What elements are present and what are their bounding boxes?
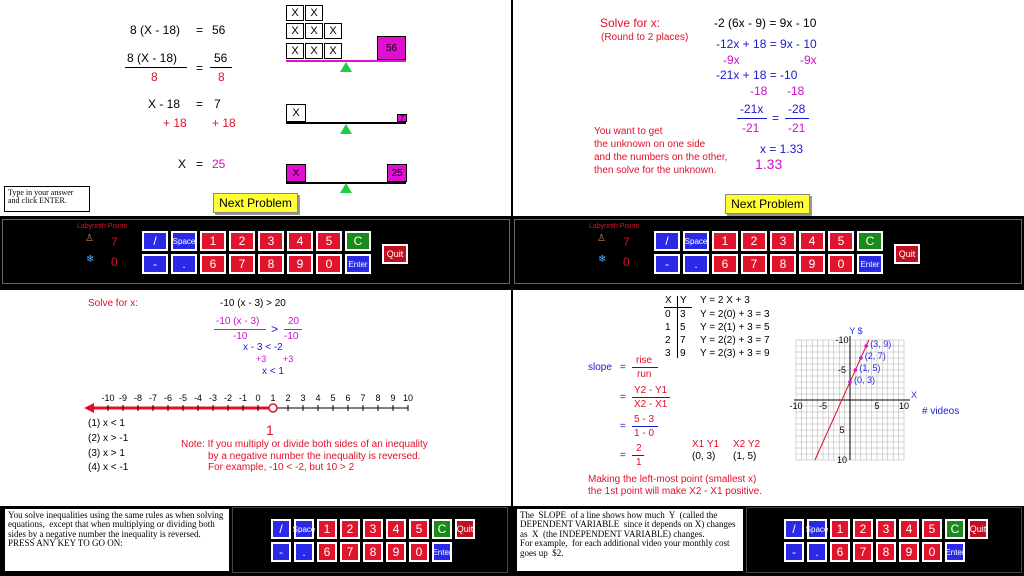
point-label: (0, 3) [854, 375, 876, 385]
key-c[interactable]: C [945, 519, 965, 539]
point1-head: X1 Y1 [692, 439, 720, 450]
open-circle [269, 404, 277, 412]
y-tick-label: 5 [839, 425, 845, 435]
snowflake-icon: ❄ [86, 254, 95, 265]
key-0[interactable]: 0 [409, 542, 429, 562]
tick-label: 3 [300, 393, 306, 403]
key-dot[interactable]: . [171, 254, 197, 274]
table-cell: 3 [680, 309, 686, 320]
key-9[interactable]: 9 [287, 254, 313, 274]
y-tick-label: -10 [835, 335, 849, 345]
robot-icon: ♙ [85, 233, 94, 244]
table-cell: 1 [665, 322, 671, 333]
point-label: (1, 5) [859, 363, 881, 373]
score-2: 0 [623, 255, 630, 269]
key-enter[interactable]: Enter [345, 254, 371, 274]
choice-3[interactable]: (3) x > 1 [88, 448, 125, 459]
table-head-eq: Y = 2 X + 3 [700, 295, 750, 306]
x-block: X [286, 5, 304, 21]
slope-msg: The SLOPE of a line shows how much Y (called the DEPENDENT VARIABLE since it depends on X) changes as X (the INDEPENDENT VARIABLE) changes. For example, for each additional video your monthly cost goes up $2. [516, 508, 744, 572]
table-eq: Y = 2(2) + 3 = 7 [700, 335, 770, 346]
key-space[interactable]: Space [171, 231, 197, 251]
tick-label: 2 [285, 393, 291, 403]
key-2[interactable]: 2 [853, 519, 873, 539]
q2-note: You want to get [594, 126, 663, 137]
score-2: 0 [111, 255, 118, 269]
choice-1[interactable]: (1) x < 1 [88, 418, 125, 429]
key-1[interactable]: 1 [317, 519, 337, 539]
x-block: X [286, 23, 304, 39]
key-enter[interactable]: Enter [857, 254, 883, 274]
quit-button[interactable]: Quit [968, 519, 988, 539]
q3-note: For example, -10 < -2, but 10 > 2 [208, 462, 355, 473]
snowflake-icon: ❄ [598, 254, 607, 265]
q2-sub2-l: -18 [750, 84, 768, 98]
table-cell: 7 [680, 335, 686, 346]
n53: 5 - 3 [634, 414, 655, 425]
quit-button[interactable]: Quit [455, 519, 475, 539]
key-dot[interactable]: . [294, 542, 314, 562]
eq1-equals: = [196, 23, 204, 37]
data-point [854, 368, 858, 372]
q3-frac-num: -10 (x - 3) [216, 316, 260, 327]
y2-y1: Y2 - Y1 [634, 385, 668, 396]
key-7[interactable]: 7 [229, 254, 255, 274]
run: run [637, 369, 652, 380]
answer-mark: 1 [266, 422, 274, 438]
tick-label: 9 [390, 393, 396, 403]
y-tick-label: 10 [836, 455, 848, 465]
x-tick-label: -10 [789, 401, 803, 411]
eq3-left: X - 18 [148, 97, 181, 111]
line-graph [786, 322, 936, 467]
table-cell: 3 [665, 348, 671, 359]
key-9[interactable]: 9 [386, 542, 406, 562]
number-line [80, 392, 420, 422]
key-1[interactable]: 1 [200, 231, 226, 251]
q3-add-r: +3 [283, 354, 294, 364]
eq3-right: 7 [214, 97, 221, 111]
point2-head: X2 Y2 [733, 439, 761, 450]
table-cell: 5 [680, 322, 686, 333]
key-4[interactable]: 4 [386, 519, 406, 539]
q2-line3: -21x + 18 = -10 [716, 68, 798, 82]
q2-line1: -2 (6x - 9) = 9x - 10 [714, 16, 817, 30]
tick-label: -8 [133, 393, 143, 403]
key-minus[interactable]: - [784, 542, 804, 562]
eq4-left: X [178, 157, 187, 171]
data-point [864, 344, 868, 348]
frac-num: 8 (X - 18) [127, 51, 178, 65]
point1-val: (0, 3) [692, 451, 716, 462]
key-1[interactable]: 1 [830, 519, 850, 539]
problem-panel-2 [513, 0, 1024, 216]
key-0[interactable]: 0 [316, 254, 342, 274]
weight-25: 25 [387, 164, 407, 182]
table-head-x: X [665, 295, 672, 306]
tick-label: -3 [208, 393, 218, 403]
key-minus[interactable]: - [142, 254, 168, 274]
data-point [859, 356, 863, 360]
y-axis-label: Y $ [849, 326, 863, 336]
one: 1 [636, 457, 642, 468]
key-6[interactable]: 6 [712, 254, 738, 274]
q2-frac-den-l: -21 [742, 121, 760, 135]
key-2[interactable]: 2 [229, 231, 255, 251]
tick-label: 4 [315, 393, 321, 403]
keypad-panel-right [514, 219, 1022, 284]
next-problem-button[interactable]: Next Problem [213, 193, 298, 213]
problem-panel-1 [0, 0, 511, 216]
quit-button[interactable]: Quit [894, 244, 920, 264]
table-eq: Y = 2(0) + 3 = 3 [700, 309, 770, 320]
eq4-eq: = [196, 157, 204, 171]
q2-frac-num-r: -28 [788, 102, 806, 116]
table-cell: 9 [680, 348, 686, 359]
score-1: 7 [623, 235, 630, 249]
solve-title: Solve for x: [600, 16, 661, 30]
key-divide[interactable]: / [654, 231, 680, 251]
x-axis-label: X [910, 390, 918, 400]
q3-gt: > [271, 322, 279, 336]
key-4[interactable]: 4 [287, 231, 313, 251]
tick-label: -1 [238, 393, 248, 403]
x-tick-label: -5 [818, 401, 828, 411]
q2-sub-r: -9x [800, 53, 817, 67]
q2-rounded: 1.33 [755, 156, 783, 172]
y-tick-label: -5 [837, 365, 847, 375]
table-head-y: Y [680, 295, 687, 306]
x-tick-label: 5 [874, 401, 880, 411]
x-block: X [286, 43, 304, 59]
arrow-left-icon [84, 403, 94, 413]
key-8[interactable]: 8 [876, 542, 896, 562]
solve-title: Solve for x: [88, 298, 139, 309]
x-tick-label: 10 [898, 401, 910, 411]
q4-note: the 1st point will make X2 - X1 positive. [588, 486, 762, 497]
key-5[interactable]: 5 [828, 231, 854, 251]
key-6[interactable]: 6 [200, 254, 226, 274]
d10: 1 - 0 [634, 428, 655, 439]
q2-note: the unknown on one side [594, 139, 706, 150]
key-7[interactable]: 7 [853, 542, 873, 562]
slope-eq: = [620, 392, 626, 403]
x-block: X [305, 5, 323, 21]
tick-label: -9 [118, 393, 128, 403]
frac-r-den: 8 [218, 70, 225, 84]
slope-label: slope [588, 362, 612, 373]
point-label: (2, 7) [864, 351, 886, 361]
q3-r-num: 20 [288, 316, 300, 327]
add-right: + 18 [212, 116, 236, 130]
q2-answer: x = 1.33 [760, 142, 804, 156]
q2-frac-den-r: -21 [788, 121, 806, 135]
slope-eq: = [620, 450, 626, 461]
key-3[interactable]: 3 [876, 519, 896, 539]
q2-frac-num-l: -21x [740, 102, 764, 116]
q3-frac-den: -10 [233, 331, 248, 342]
x-block: X [324, 23, 342, 39]
key-c[interactable]: C [432, 519, 452, 539]
key-8[interactable]: 8 [258, 254, 284, 274]
key-7[interactable]: 7 [340, 542, 360, 562]
slope-eq: = [620, 421, 626, 432]
q3-eq1: -10 (x - 3) > 20 [220, 298, 286, 309]
table-cell: 0 [665, 309, 671, 320]
table-eq: Y = 2(3) + 3 = 9 [700, 348, 770, 359]
x-block: X [305, 23, 323, 39]
key-space[interactable]: Space [807, 519, 827, 539]
key-4[interactable]: 4 [799, 231, 825, 251]
eq3-eq: = [196, 97, 204, 111]
q2-sub-l: -9x [723, 53, 740, 67]
tick-label: 8 [375, 393, 381, 403]
round-note: (Round to 2 places) [601, 32, 689, 43]
tick-label: -5 [178, 393, 188, 403]
point-label: (3, 9) [870, 339, 892, 349]
instruction-box: Type in your answer and click ENTER. [4, 186, 90, 212]
key-1[interactable]: 1 [712, 231, 738, 251]
x2-x1: X2 - X1 [634, 399, 668, 410]
score-1: 7 [111, 235, 118, 249]
tick-label: 0 [255, 393, 261, 403]
key-c[interactable]: C [345, 231, 371, 251]
table-eq: Y = 2(1) + 3 = 5 [700, 322, 770, 333]
q3-line3: x - 3 < -2 [243, 342, 283, 353]
key-2[interactable]: 2 [741, 231, 767, 251]
slope-eq: = [620, 362, 626, 373]
tick-label: 5 [330, 393, 336, 403]
tick-label: 6 [345, 393, 351, 403]
key-6[interactable]: 6 [830, 542, 850, 562]
q3-r-den: -10 [284, 331, 299, 342]
key-8[interactable]: 8 [363, 542, 383, 562]
frac-den: 8 [151, 70, 158, 84]
inequality-msg: You solve inequalities using the same rules as when solving equations, except that when multiplying or dividing both sides by a negative number the inequality is reversed. PRESS ANY KEY TO GO ON: [4, 508, 230, 572]
key-5[interactable]: 5 [409, 519, 429, 539]
q3-note: by a negative number the inequality is reversed. [208, 451, 421, 462]
tick-label: -6 [163, 393, 173, 403]
q2-sub2-r: -18 [787, 84, 805, 98]
tick-label: -7 [148, 393, 158, 403]
q2-note: then solve for the unknown. [594, 165, 717, 176]
q4-note: Making the left-most point (smallest x) [588, 474, 757, 485]
key-5[interactable]: 5 [922, 519, 942, 539]
tick-label: -10 [101, 393, 115, 403]
weight-7: 7 [397, 114, 407, 122]
key-c[interactable]: C [857, 231, 883, 251]
q2-line2: -12x + 18 = 9x - 10 [716, 37, 817, 51]
points-label: Labyrinth Points [77, 223, 128, 230]
data-point [848, 380, 852, 384]
key-0[interactable]: 0 [828, 254, 854, 274]
rise: rise [636, 355, 653, 366]
keypad-panel-br [746, 507, 1022, 573]
table-cell: 2 [665, 335, 671, 346]
key-3[interactable]: 3 [258, 231, 284, 251]
q3-note: Note: If you multiply or divide both sides of an inequality [181, 439, 428, 450]
x-axis-sublabel: # videos [922, 406, 960, 417]
key-dot[interactable]: . [807, 542, 827, 562]
next-problem-button[interactable]: Next Problem [725, 194, 810, 214]
two: 2 [636, 443, 642, 454]
x-block: X [286, 104, 306, 122]
key-6[interactable]: 6 [317, 542, 337, 562]
add-left: + 18 [163, 116, 187, 130]
q2-note: and the numbers on the other, [594, 152, 728, 163]
key-minus[interactable]: - [654, 254, 680, 274]
q3-answer: x < 1 [262, 366, 284, 377]
q3-add-l: +3 [256, 354, 267, 364]
tick-label: 1 [270, 393, 276, 403]
key-4[interactable]: 4 [899, 519, 919, 539]
x-block: X [286, 164, 306, 182]
tick-label: 7 [360, 393, 366, 403]
keypad-panel-left [2, 219, 510, 284]
eq4-right: 25 [212, 157, 226, 171]
choice-2[interactable]: (2) x > -1 [88, 433, 129, 444]
key-space[interactable]: Space [683, 231, 709, 251]
key-8[interactable]: 8 [770, 254, 796, 274]
key-7[interactable]: 7 [741, 254, 767, 274]
key-0[interactable]: 0 [922, 542, 942, 562]
key-space[interactable]: Space [294, 519, 314, 539]
point2-val: (1, 5) [733, 451, 757, 462]
key-enter[interactable]: Enter [945, 542, 965, 562]
keypad-panel-bl [232, 507, 508, 573]
tick-label: -4 [193, 393, 203, 403]
points-label: Labyrinth Points [589, 223, 640, 230]
key-2[interactable]: 2 [340, 519, 360, 539]
eq2-equals: = [196, 61, 204, 75]
key-3[interactable]: 3 [770, 231, 796, 251]
key-divide[interactable]: / [271, 519, 291, 539]
eq1-right: 56 [212, 23, 226, 37]
key-divide[interactable]: / [142, 231, 168, 251]
x-block: X [305, 43, 323, 59]
key-5[interactable]: 5 [316, 231, 342, 251]
frac-r-num: 56 [214, 51, 228, 65]
robot-icon: ♙ [597, 233, 606, 244]
key-enter[interactable]: Enter [432, 542, 452, 562]
eq1-left: 8 (X - 18) [130, 23, 181, 37]
key-9[interactable]: 9 [899, 542, 919, 562]
choice-4[interactable]: (4) x < -1 [88, 462, 129, 473]
key-9[interactable]: 9 [799, 254, 825, 274]
key-3[interactable]: 3 [363, 519, 383, 539]
x-block: X [324, 43, 342, 59]
q2-frac-eq: = [772, 111, 780, 125]
weight-56: 56 [377, 36, 406, 60]
tick-label: -2 [223, 393, 233, 403]
key-divide[interactable]: / [784, 519, 804, 539]
key-dot[interactable]: . [683, 254, 709, 274]
quit-button[interactable]: Quit [382, 244, 408, 264]
tick-label: 10 [402, 393, 414, 403]
key-minus[interactable]: - [271, 542, 291, 562]
